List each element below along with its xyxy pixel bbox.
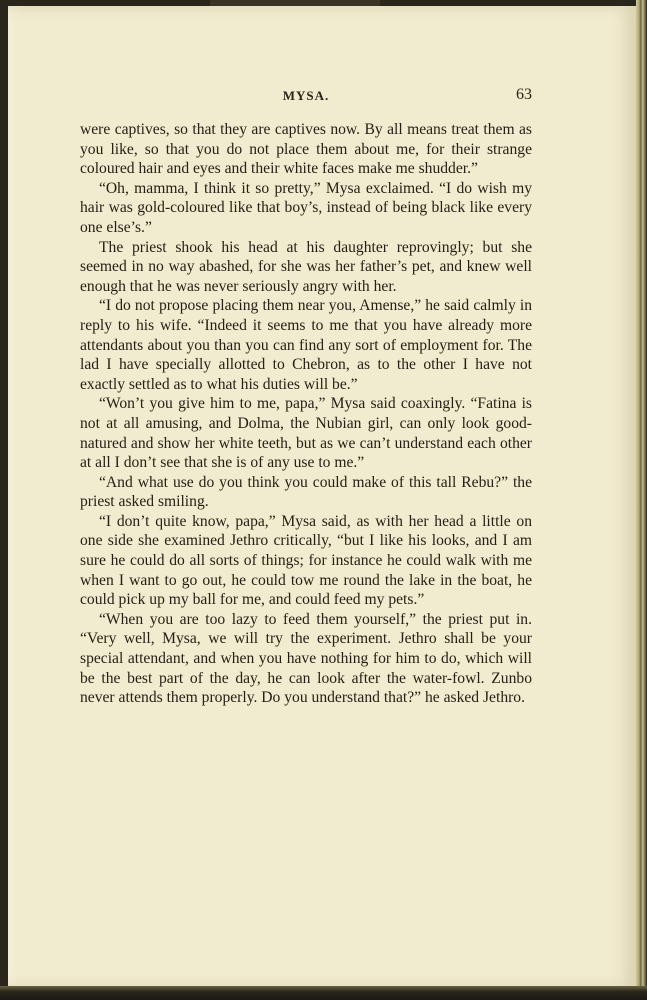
paragraph-5: “Won’t you give him to me, papa,” Mysa said coaxingly. “Fatina is not at all amusing, and Dolma, the Nubian girl, can only look good-natured and show her white teeth, but as we can’t understand each other at all I don’t see that she is of any use to me.” (80, 395, 532, 472)
body-text (80, 120, 532, 708)
paragraph-6: “And what use do you think you could make of this tall Rebu?” the priest asked smiling. (80, 473, 532, 511)
page-number: 63 (516, 86, 532, 103)
paragraph-8: “When you are too lazy to feed them yourself,” the priest put in. “Very well, Mysa, we will try the experiment. Jethro shall be your special attendant, and when you have nothing for him to do, which will be the best part of the day, he can look after the water-fowl. Zunbo never attends them properly. Do you understand that?” he asked Jethro. (80, 610, 532, 707)
page-header (80, 86, 532, 110)
paragraph-7: “I don’t quite know, papa,” Mysa said, as with her head a little on one side she examined Jethro critically, “but I like his looks, and I am sure he could do all sorts of things; for instance he could walk with me when I want to go out, he could tow me round the lake in the boat, he could pick up my ball for me, and could feed my pets.” (80, 512, 532, 609)
page-edge-right (636, 0, 647, 1000)
paragraph-2: “Oh, mamma, I think it so pretty,” Mysa exclaimed. “I do wish my hair was gold-coloured like that boy’s, instead of being black like every one else’s.” (80, 179, 532, 236)
page-edge-bottom (0, 986, 647, 1000)
running-head: MYSA. (282, 88, 330, 103)
paragraph-4: “I do not propose placing them near you, Amense,” he said calmly in reply to his wife. “Indeed it seems to me that you have already more attendants about you than you can find any sort of employment for. The lad I have specially allotted to Chebron, as to the other I have not exactly settled as to what his duties will be.” (80, 297, 532, 393)
paragraph-1: were captives, so that they are captives now. By all means treat them as you like, so that you do not place them about me, for their strange coloured hair and eyes and their white faces make me shudder.” (80, 121, 532, 178)
paragraph-3: The priest shook his head at his daughter reprovingly; but she seemed in no way abashed, for she was her father’s pet, and knew well enough that he was never seriously angry with her. (80, 238, 532, 295)
